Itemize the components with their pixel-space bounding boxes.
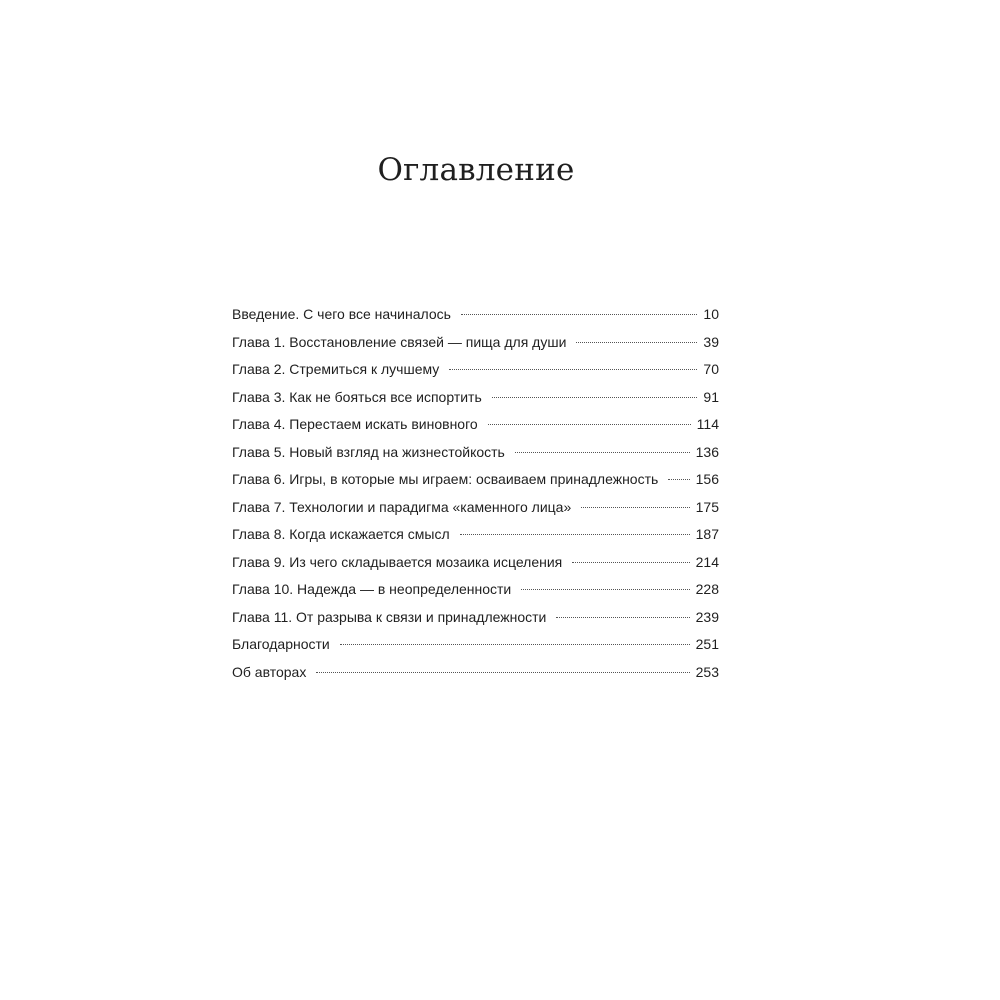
toc-entry-chapter-9 <box>232 549 719 577</box>
toc-entry-chapter-6 <box>232 466 719 494</box>
toc-entry-chapter-1 <box>232 329 719 357</box>
toc-entry-title: Введение. С чего все начиналось <box>232 306 451 322</box>
toc-entry-page: 239 <box>695 608 719 625</box>
toc-entry-page: 156 <box>695 471 719 487</box>
toc-entry-title: Глава 8. Когда искажается смысл <box>232 526 450 542</box>
toc-entry-title: Глава 11. От разрыва к связи и принадлежности <box>232 608 547 625</box>
toc-entry-title: Об авторах <box>232 663 307 680</box>
toc-entry-title: Глава 2. Стремиться к лучшему <box>232 361 440 377</box>
toc-entry-acknowledgements <box>232 631 719 659</box>
toc-entry-chapter-10 <box>232 576 719 604</box>
toc-entry-page: 136 <box>695 443 719 460</box>
dot-leader <box>460 534 690 535</box>
toc-entry-chapter-2 <box>232 356 719 384</box>
dot-leader <box>515 452 690 453</box>
toc-entry-chapter-8 <box>232 521 719 549</box>
toc-entry-title: Глава 7. Технологии и парадигма «каменного лица» <box>232 498 572 515</box>
toc-entry-title: Глава 5. Новый взгляд на жизнестойкость <box>232 443 505 460</box>
toc-entry-chapter-7 <box>232 494 719 522</box>
toc-entry-chapter-4 <box>232 411 719 439</box>
dot-leader <box>521 589 689 590</box>
toc-entry-page: 114 <box>696 416 719 432</box>
toc-entry-title: Благодарности <box>232 636 330 652</box>
toc-entry-page: 228 <box>695 581 719 597</box>
toc-entry-chapter-3 <box>232 384 719 412</box>
dot-leader <box>572 562 689 563</box>
toc-entry-title: Глава 1. Восстановление связей — пища для души <box>232 333 567 350</box>
dot-leader <box>449 369 697 370</box>
toc-entry-title: Глава 4. Перестаем искать виновного <box>232 416 478 432</box>
dot-leader <box>581 507 689 508</box>
dot-leader <box>556 617 689 618</box>
toc-entry-chapter-5 <box>232 439 719 467</box>
toc-entry-page: 70 <box>703 361 719 377</box>
dot-leader <box>461 314 697 315</box>
toc-entry-title: Глава 10. Надежда — в неопределенности <box>232 581 512 597</box>
toc-entry-page: 251 <box>695 636 719 652</box>
dot-leader <box>492 397 698 398</box>
page-title: Оглавление <box>377 152 575 188</box>
toc-entry-page: 253 <box>695 663 719 680</box>
toc-entry-page: 187 <box>695 526 719 542</box>
toc-entry-page: 175 <box>695 498 719 515</box>
toc-entry-page: 39 <box>703 333 719 350</box>
dot-leader <box>668 479 689 480</box>
dot-leader <box>340 644 690 645</box>
dot-leader <box>488 424 691 425</box>
dot-leader <box>316 672 689 673</box>
toc-entry-title: Глава 6. Игры, в которые мы играем: осваиваем принадлежность <box>232 471 659 487</box>
table-of-contents <box>232 301 719 686</box>
dot-leader <box>576 342 697 343</box>
toc-entry-chapter-11 <box>232 604 719 632</box>
toc-entry-about-authors <box>232 659 719 687</box>
toc-entry-page: 214 <box>695 553 719 570</box>
toc-entry-title: Глава 3. Как не бояться все испортить <box>232 388 482 405</box>
toc-entry-page: 10 <box>703 306 719 322</box>
toc-entry-page: 91 <box>703 388 719 405</box>
toc-entry-introduction <box>232 301 719 329</box>
toc-entry-title: Глава 9. Из чего складывается мозаика исцеления <box>232 553 563 570</box>
